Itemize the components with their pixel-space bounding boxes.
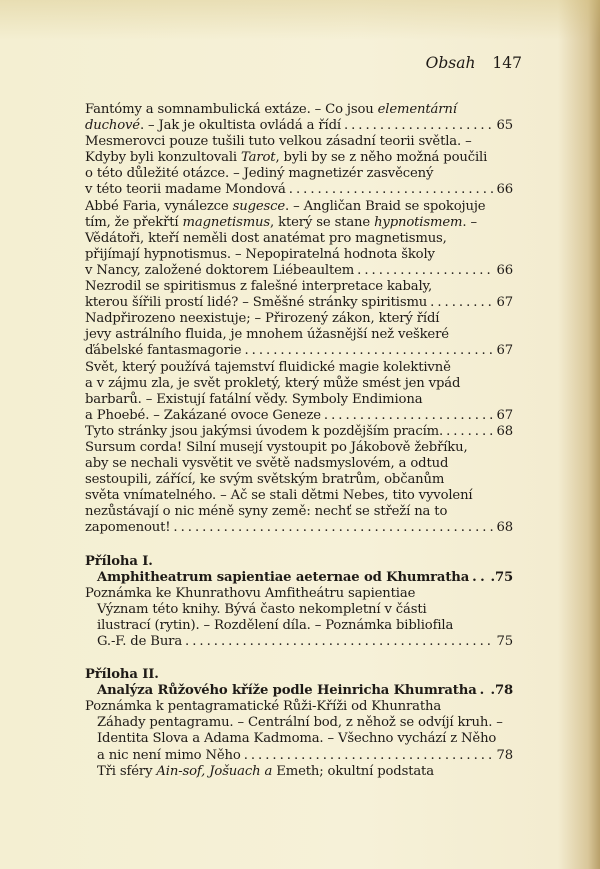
section-spacer xyxy=(85,537,513,554)
entry-text xyxy=(85,134,472,150)
dot-leader xyxy=(357,263,493,279)
toc-line xyxy=(85,166,513,182)
entry-page-number[interactable]: 68 xyxy=(496,520,513,536)
entry-page-number[interactable]: .78 xyxy=(490,683,513,699)
entry-text xyxy=(85,327,449,343)
text-segment: . – Jak je okultista ovládá a řídí xyxy=(139,118,341,134)
toc-entry[interactable] xyxy=(85,134,513,198)
entry-text xyxy=(97,570,469,586)
section-spacer xyxy=(85,650,513,667)
text-segment: Nezrodil se spiritismus z falešné interpretace kabaly, xyxy=(85,279,433,295)
toc-line xyxy=(85,182,513,198)
entry-text xyxy=(85,215,477,231)
entry-page-number[interactable]: 65 xyxy=(496,118,513,134)
toc-entry[interactable] xyxy=(85,424,513,440)
text-segment: Záhady pentagramu. – Centrální bod, z něhož se odvíjí kruh. – xyxy=(97,715,503,731)
toc-line xyxy=(85,392,513,408)
text-segment: Fantómy a somnambulická extáze. – Co jsou xyxy=(85,102,378,117)
appendix-heading-text: Příloha I. xyxy=(85,553,153,569)
text-segment: kterou šířili prostí lidé? – Směšné stránky spiritismu xyxy=(85,295,428,311)
toc-entry[interactable] xyxy=(85,311,513,359)
entry-page-number[interactable]: 68 xyxy=(496,423,513,439)
text-segment: Svět, který používá tajemství fluidické magie kolektivně xyxy=(85,359,451,375)
italic-term: Ain-sof, Jošuach a xyxy=(156,763,273,779)
toc-line xyxy=(85,295,513,311)
toc-line xyxy=(85,472,513,488)
toc-line xyxy=(85,602,513,618)
entry-text xyxy=(85,440,468,456)
text-segment: , byli by se z něho možná poučili xyxy=(275,150,488,166)
entry-text xyxy=(85,199,485,215)
appendix-heading-text: Příloha II. xyxy=(85,667,159,683)
toc-line xyxy=(85,731,513,747)
toc-line xyxy=(85,424,513,440)
toc-line xyxy=(85,683,513,699)
text-segment: zapomenout! xyxy=(85,520,171,536)
toc-line xyxy=(85,360,513,376)
entry-text xyxy=(85,360,451,376)
scan-shading xyxy=(0,0,600,40)
toc-line xyxy=(85,376,513,392)
entry-text xyxy=(85,586,415,602)
entry-text xyxy=(85,150,487,166)
toc-entry[interactable] xyxy=(85,586,513,602)
toc-line xyxy=(85,440,513,456)
toc-line xyxy=(85,199,513,215)
text-segment: ilustrací (rytin). – Rozdělení díla. – Poznámka bibliofila xyxy=(97,617,454,633)
entry-text xyxy=(85,456,448,472)
italic-term: Tarot xyxy=(241,150,276,166)
text-segment: Poznámka k pentagramatické Růži-Kříži od Khunratha xyxy=(85,699,442,715)
text-segment: Nadpřirozeno neexistuje; – Přirozený zákon, který řídí xyxy=(85,311,440,327)
toc-line xyxy=(85,570,513,586)
text-segment: sestoupili, zářící, ke svým světským bratrům, občanům xyxy=(85,472,445,488)
entry-text xyxy=(85,182,286,198)
text-segment: v Nancy, založené doktorem Liébeaultem xyxy=(85,262,355,278)
text-segment: a Phoebé. – Zakázané ovoce Geneze xyxy=(85,407,321,423)
dot-leader xyxy=(289,182,494,198)
text-segment: o této důležité otázce. – Jediný magnetizér zasvěcený xyxy=(85,166,434,182)
text-segment: jevy astrálního fluida, je mnohem úžasnější než veškeré xyxy=(85,327,449,343)
toc-line xyxy=(85,504,513,520)
text-segment: tím, že překřtí xyxy=(85,214,183,230)
toc-line xyxy=(85,247,513,263)
text-segment: aby se nechali vysvětit ve světě nadsmyslovém, a odtud xyxy=(85,456,449,472)
entry-text xyxy=(97,715,503,731)
text-segment: Poznámka ke Khunrathovu Amfitheátru sapientiae xyxy=(85,585,416,601)
entry-text xyxy=(97,731,496,747)
entry-page-number[interactable]: 67 xyxy=(496,295,513,311)
italic-term: duchové xyxy=(85,118,140,134)
entry-page-number[interactable]: 67 xyxy=(496,407,513,423)
dot-leader xyxy=(430,295,493,311)
toc-line xyxy=(85,215,513,231)
entry-text xyxy=(85,263,354,279)
entry-text xyxy=(85,343,241,359)
appendix-heading xyxy=(85,667,513,683)
entry-text xyxy=(85,699,441,715)
text-segment: nezůstávají o nic méně syny země: nechť se střeží na to xyxy=(85,504,448,520)
italic-term: sugesce xyxy=(232,198,286,214)
page-number: 147 xyxy=(492,54,522,72)
entry-text xyxy=(97,634,182,650)
entry-page-number[interactable]: 75 xyxy=(496,634,513,649)
running-header xyxy=(426,54,522,72)
toc-section xyxy=(85,650,513,780)
dot-leader xyxy=(344,118,494,134)
toc-line xyxy=(85,263,513,279)
toc-entry[interactable] xyxy=(85,102,513,134)
entry-page-number[interactable]: 66 xyxy=(496,262,513,278)
text-segment: Kdyby byli konzultovali xyxy=(85,150,242,166)
text-segment: Abbé Faria, vynálezce xyxy=(85,198,233,214)
table-of-contents xyxy=(85,102,513,780)
text-segment: světa vnímatelného. – Ač se stali dětmi Nebes, tito vyvolení xyxy=(85,488,473,504)
text-segment: Vědátoři, kteří neměli dost anatémat pro magnetismus, xyxy=(85,230,447,246)
italic-term: hypnotismem xyxy=(374,214,463,230)
toc-line xyxy=(85,618,513,634)
entry-text xyxy=(85,504,447,520)
text-segment: G.-F. de Bura xyxy=(97,634,183,649)
dot-leader xyxy=(446,424,493,440)
italic-term: elementární xyxy=(377,102,457,117)
toc-line xyxy=(85,343,513,359)
toc-line xyxy=(85,748,513,764)
text-segment: a nic není mimo Něho xyxy=(97,747,241,763)
entry-text xyxy=(85,311,439,327)
toc-line xyxy=(85,102,513,118)
entry-text xyxy=(85,392,422,408)
entry-text xyxy=(85,231,447,247)
entry-text xyxy=(85,102,457,118)
text-segment: Tři sféry xyxy=(97,763,157,779)
entry-text xyxy=(85,488,473,504)
italic-term: magnetismus xyxy=(182,214,271,230)
entry-page-number[interactable]: .75 xyxy=(490,569,513,585)
toc-entry[interactable] xyxy=(85,764,513,780)
entry-text xyxy=(97,764,434,780)
dot-leader xyxy=(244,748,494,764)
entry-text xyxy=(85,408,321,424)
entry-text xyxy=(97,683,477,699)
toc-entry[interactable] xyxy=(85,683,513,699)
text-segment: ďábelské fantasmagorie xyxy=(85,343,242,359)
toc-line xyxy=(85,118,513,134)
toc-line xyxy=(85,408,513,424)
toc-line xyxy=(85,634,513,650)
text-segment: Význam této knihy. Bývá často nekompletní v části xyxy=(97,601,427,617)
toc-section xyxy=(85,537,513,651)
entry-page-number[interactable]: 78 xyxy=(496,747,513,763)
entry-text xyxy=(85,279,432,295)
entry-text xyxy=(85,472,444,488)
toc-entry[interactable] xyxy=(85,602,513,650)
dot-leader xyxy=(324,408,494,424)
toc-entry[interactable] xyxy=(85,199,513,279)
toc-entry[interactable] xyxy=(85,279,513,311)
toc-line xyxy=(85,715,513,731)
toc-line xyxy=(85,279,513,295)
toc-entry[interactable] xyxy=(85,715,513,763)
entry-text xyxy=(85,520,170,536)
toc-entry[interactable] xyxy=(85,699,513,715)
entry-text xyxy=(85,166,433,182)
entry-text xyxy=(85,376,460,392)
dot-leader xyxy=(185,634,493,650)
toc-entry[interactable] xyxy=(85,440,513,537)
text-segment: Sursum corda! Silní musejí vystoupit po Jákobově žebříku, xyxy=(85,439,468,455)
dot-leader xyxy=(472,570,487,586)
text-segment: Analýza Růžového kříže podle Heinricha Khumratha xyxy=(97,683,477,699)
appendix-heading xyxy=(85,554,513,570)
text-segment: barbarů. – Existují fatální vědy. Symboly Endimiona xyxy=(85,391,423,407)
toc-entry[interactable] xyxy=(85,360,513,424)
entry-text xyxy=(85,118,341,134)
text-segment: Mesmerovci pouze tušili tuto velkou zásadní teorii světla. – xyxy=(85,134,472,150)
toc-line xyxy=(85,150,513,166)
toc-line xyxy=(85,488,513,504)
toc-line xyxy=(85,311,513,327)
text-segment: Identita Slova a Adama Kadmoma. – Všechno vychází z Něho xyxy=(97,731,497,747)
toc-line xyxy=(85,456,513,472)
toc-line xyxy=(85,327,513,343)
toc-line xyxy=(85,764,513,780)
text-segment: . – Angličan Braid se spokojuje xyxy=(285,198,486,214)
toc-section xyxy=(85,102,513,537)
entry-text xyxy=(97,618,453,634)
entry-page-number[interactable]: 67 xyxy=(496,343,513,359)
text-segment: v této teorii madame Mondová xyxy=(85,182,286,198)
toc-line xyxy=(85,134,513,150)
toc-entry[interactable] xyxy=(85,570,513,586)
toc-line xyxy=(85,586,513,602)
dot-leader xyxy=(173,520,493,536)
entry-text xyxy=(97,748,241,764)
text-segment: Emeth; okultní podstata xyxy=(272,763,434,779)
header-title: Obsah xyxy=(425,54,476,72)
text-segment: a v zájmu zla, je svět prokletý, který může smést jen vpád xyxy=(85,375,461,391)
toc-line xyxy=(85,699,513,715)
entry-text xyxy=(85,247,435,263)
dot-leader xyxy=(244,343,493,359)
dot-leader xyxy=(480,683,488,699)
text-segment: přijímají hypnotismus. – Nepopiratelná hodnota školy xyxy=(85,246,435,262)
toc-line xyxy=(85,231,513,247)
toc-line xyxy=(85,520,513,536)
entry-text xyxy=(97,602,427,618)
entry-text xyxy=(85,424,443,440)
text-segment: . – xyxy=(462,214,477,230)
text-segment: , který se stane xyxy=(270,214,375,230)
text-segment: Tyto stránky jsou jakýmsi úvodem k pozdějším pracím. xyxy=(85,423,444,439)
entry-text xyxy=(85,295,427,311)
text-segment: Amphitheatrum sapientiae aeternae od Khumratha xyxy=(97,569,470,585)
entry-page-number[interactable]: 66 xyxy=(496,182,513,198)
